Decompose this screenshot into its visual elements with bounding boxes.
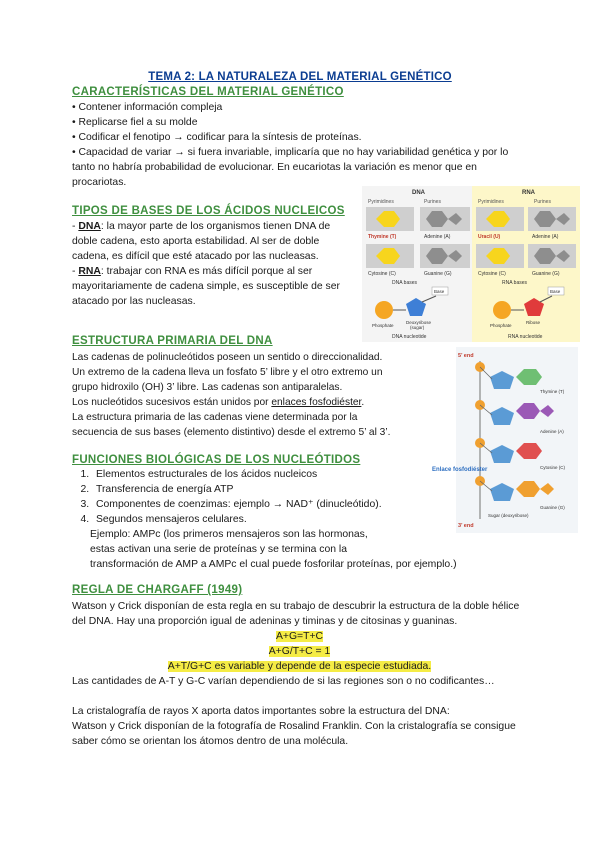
rna-bases-label: RNA bases	[502, 280, 528, 286]
guanine-label: Guanine (G)	[532, 271, 560, 277]
guanine-label: Guanine (G)	[424, 271, 452, 277]
dna-nucleotide-label: DNA nucleotide	[392, 334, 427, 340]
enlaces-fosfodiester-link: enlaces fosfodiéster	[271, 397, 362, 408]
estructura-primaria-text	[72, 350, 422, 440]
chargaff-after: Las cantidades de A-T y G-C varían dependiendo de si las regiones son o no codificantes…	[72, 676, 495, 687]
equation-text: A+T/G+C es variable y depende de la especie estudiada.	[167, 661, 432, 672]
text-line: Las cadenas de polinucleótidos poseen un sentido o direccionalidad.	[72, 352, 383, 363]
dna-label: DNA	[412, 190, 425, 196]
bases-figure	[362, 186, 580, 342]
list-item: 3. Componentes de coenzimas: ejemplo → NAD⁺ (dinucleótido).	[92, 497, 512, 512]
three-end-label: 3’ end	[458, 523, 474, 529]
equation-text: A+G/T+C = 1	[268, 646, 331, 657]
dna-phosphate-circle	[375, 301, 393, 319]
guanine-label: Guanine (G)	[540, 505, 565, 510]
rna-paragraph	[72, 264, 352, 309]
dna-term: DNA	[78, 221, 101, 232]
pyrimidines-label: Pyrimidines	[368, 199, 394, 205]
sugar-label: Sugar (deoxyribose)	[488, 513, 529, 518]
phosphate-label: Phosphate	[490, 323, 512, 328]
section-heading-funciones: FUNCIONES BIOLÓGICAS DE LOS NUCLEÓTIDOS	[72, 454, 361, 466]
base-label: Base	[434, 289, 445, 294]
section-heading-estructura-primaria: ESTRUCTURA PRIMARIA DEL DNA	[72, 335, 273, 347]
cytosine-label: Cytosine (C)	[540, 465, 566, 470]
section-heading-caracteristicas: CARACTERÍSTICAS DEL MATERIAL GENÉTICO	[72, 86, 344, 98]
list-item: • Contener información compleja	[72, 102, 223, 113]
thymine-label: Thymine (T)	[540, 389, 565, 394]
section-heading-chargaff: REGLA DE CHARGAFF (1949)	[72, 584, 243, 596]
text-line	[72, 395, 422, 410]
list-item: 2. Transferencia de energía ATP	[92, 482, 512, 497]
cytosine-label: Cytosine (C)	[478, 271, 506, 277]
text-line: Ejemplo: AMPc (los primeros mensajeros son las hormonas,	[90, 529, 368, 540]
equation-text: A+G=T+C	[275, 631, 324, 642]
five-end-label: 5’ end	[458, 353, 474, 359]
dash: -	[72, 266, 79, 277]
rna-label: RNA	[522, 190, 535, 196]
list-item: • Codificar el fenotipo → codificar para la síntesis de proteínas.	[72, 132, 362, 143]
bond-label: Enlace fosfodiéster	[432, 467, 488, 473]
text-line: secuencia de sus bases (elemento distintivo) desde el extremo 5’ al 3’.	[72, 427, 391, 438]
text-line: Un extremo de la cadena lleva un fosfato 5’ libre y el otro extremo un	[72, 367, 383, 378]
base-label: Base	[550, 289, 561, 294]
caracteristicas-list	[72, 100, 532, 190]
dna-text: : la mayor parte de los organismos tienen DNA de doble cadena, esto aporta estabilidad. Al ser de doble cadena, es difícil que esté atacado por las nucleasas.	[72, 221, 331, 262]
equation	[72, 659, 527, 674]
xray-line-1: La cristalografía de rayos X aporta datos importantes sobre la estructura del DNA:	[72, 706, 450, 717]
list-item: • Capacidad de variar → si fuera invariable, implicaría que no hay variabilidad genética y por lo tanto no habría probabilidad de evolucionar. En eucariotas la variación es menor que en procariotas.	[72, 147, 509, 188]
rna-term: RNA	[78, 266, 101, 277]
dna-paragraph	[72, 219, 352, 264]
text-line: transformación de AMP a AMPc el cual puede fosforilar proteínas, por ejemplo.)	[90, 559, 457, 570]
purines-label: Purines	[424, 199, 441, 205]
deoxyribose-label: Deoxyribose	[406, 320, 432, 325]
equation	[72, 644, 527, 659]
adenine-label: Adenine (A)	[540, 429, 564, 434]
funciones-example	[72, 527, 512, 572]
rna-nucleotide-label: RNA nucleotide	[508, 334, 543, 340]
phosphate-label: Phosphate	[372, 323, 394, 328]
dash: -	[72, 221, 79, 232]
list-item: 4. Segundos mensajeros celulares.	[92, 512, 512, 527]
chargaff-text	[72, 599, 527, 749]
adenine-label: Adenine (A)	[532, 234, 559, 240]
text-span: Los nucleótidos sucesivos están unidos por	[72, 397, 272, 408]
cytosine-label: Cytosine (C)	[368, 271, 396, 277]
uracil-label: Uracil (U)	[478, 234, 501, 240]
rna-phosphate-circle	[493, 301, 511, 319]
rna-text: : trabajar con RNA es más difícil porque al ser mayoritariamente de cadena simple, es susceptible de ser atacado por las nucleasas.	[72, 266, 340, 307]
text-line: grupo hidroxilo (OH) 3’ libre. Las cadenas son antiparalelas.	[72, 382, 343, 393]
funciones-list	[72, 467, 512, 527]
section-heading-tipos-bases: TIPOS DE BASES DE LOS ÁCIDOS NUCLEICOS	[72, 205, 345, 217]
text-line: estas activan una serie de proteínas y se termina con la	[90, 544, 348, 555]
chargaff-intro: Watson y Crick disponían de esta regla en su trabajo de descubrir la estructura de la doble hélice del DNA. Hay una proporción igual de adeninas y timinas y de citosinas y guaninas.	[72, 601, 520, 627]
pyrimidines-label: Pyrimidines	[478, 199, 504, 205]
tipos-bases-text	[72, 219, 352, 309]
page-title: TEMA 2: LA NATURALEZA DEL MATERIAL GENÉTICO	[148, 71, 452, 83]
ribose-label: Ribose	[526, 320, 541, 325]
equation	[72, 629, 527, 644]
sugar-label: (sugar)	[410, 325, 425, 330]
dna-bases-label: DNA bases	[392, 280, 418, 286]
xray-line-2: Watson y Crick disponían de la fotografía de Rosalind Franklin. Con la cristalografía se consigue saber cómo se orientan los átomos dentro de una molécula.	[72, 721, 516, 747]
thymine-label: Thymine (T)	[368, 234, 397, 240]
funciones-text	[72, 467, 512, 572]
text-span: .	[361, 397, 365, 408]
text-line: La estructura primaria de las cadenas viene determinada por la	[72, 412, 358, 423]
adenine-label: Adenine (A)	[424, 234, 451, 240]
list-item: 1. Elementos estructurales de los ácidos nucleicos	[92, 467, 512, 482]
purines-label: Purines	[534, 199, 551, 205]
list-item: • Replicarse fiel a su molde	[72, 117, 198, 128]
